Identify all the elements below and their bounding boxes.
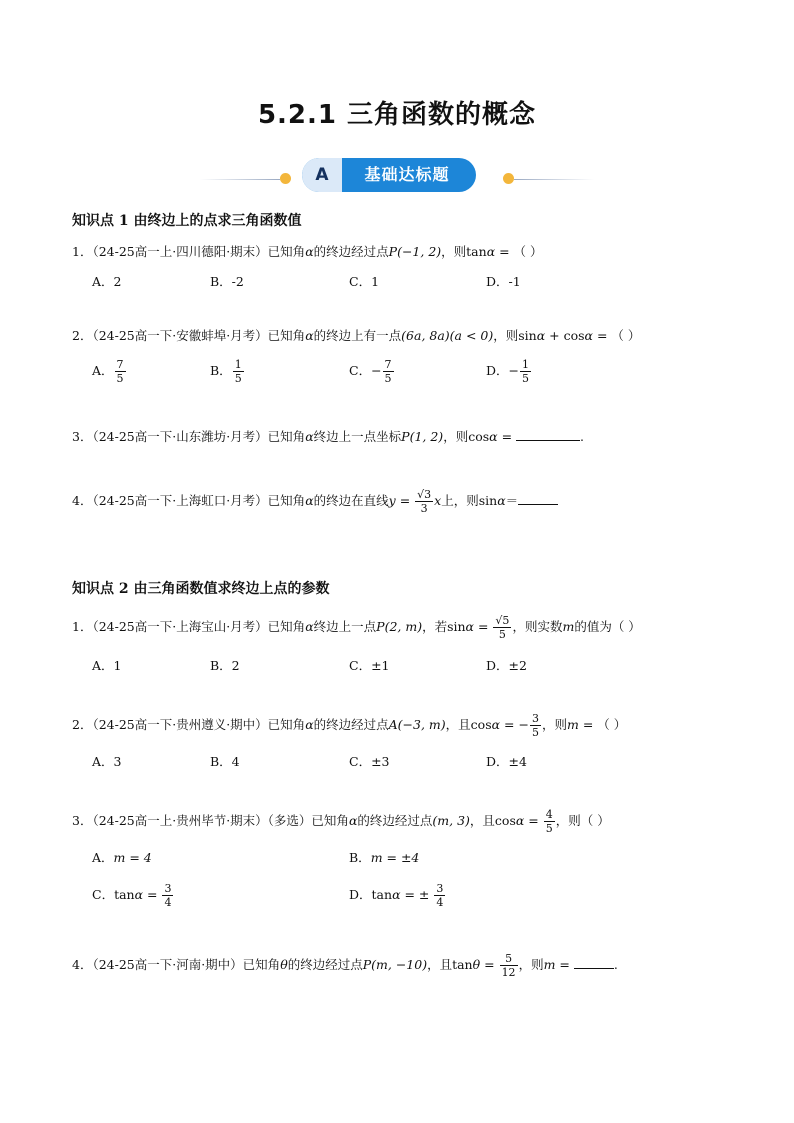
option-label: C．− — [349, 363, 382, 378]
banner-label: 基础达标题 — [364, 165, 450, 184]
numerator: 1 — [234, 358, 242, 371]
q-mid: 的终边经过点 — [313, 717, 389, 732]
fraction — [544, 808, 555, 835]
option-d: D．-1 — [486, 274, 521, 289]
option-b: B．-2 — [210, 274, 244, 289]
fraction — [500, 952, 518, 979]
numerator: 4 — [545, 808, 553, 821]
q-tail: = — [555, 957, 574, 972]
denominator: 5 — [234, 372, 242, 385]
alpha-symbol: α — [536, 328, 546, 343]
banner-letter: A — [302, 158, 342, 192]
option-a: A．2 — [92, 274, 122, 289]
q-tail: ，且tan — [427, 957, 473, 972]
denominator: 12 — [501, 966, 516, 979]
alpha-symbol: α — [348, 813, 358, 828]
alpha-symbol: α — [305, 619, 314, 634]
option-value: m = 4 — [113, 850, 152, 865]
alpha-symbol: α — [305, 328, 314, 343]
fraction — [434, 882, 445, 909]
q-mid: 终边上一点坐标 — [313, 429, 402, 444]
banner-pill — [302, 158, 476, 192]
q-point: P(1, 2) — [401, 429, 444, 444]
option-label: B． — [210, 363, 232, 378]
q-var: m — [567, 717, 579, 732]
fraction — [415, 488, 433, 515]
option-c — [349, 358, 395, 385]
q-mid: 的终边经过点 — [357, 813, 433, 828]
answer-blank[interactable] — [516, 426, 580, 441]
theta-symbol: θ — [472, 957, 481, 972]
banner-dot-left — [280, 173, 291, 184]
banner-dot-right — [503, 173, 514, 184]
answer-blank[interactable] — [518, 490, 558, 505]
q-end: . — [613, 957, 618, 972]
option-c: C．±3 — [349, 754, 390, 769]
q-point: P(−1, 2) — [388, 244, 442, 259]
option-label: D．tan — [349, 887, 393, 902]
option-a: A．1 — [92, 658, 122, 673]
answer-blank[interactable] — [574, 954, 614, 969]
q-mid: 的终边经过点 — [313, 244, 389, 259]
q-mid: 的终边经过点 — [287, 957, 363, 972]
option-value: m = ±4 — [370, 850, 420, 865]
fraction — [162, 882, 173, 909]
option-a — [92, 848, 152, 868]
q-mid: 终边上一点 — [313, 619, 377, 634]
option-b — [349, 848, 419, 868]
q-tail: ，则cos — [443, 429, 490, 444]
alpha-symbol: α — [489, 429, 498, 444]
fraction — [115, 358, 126, 385]
q-prefix: 3．（24-25高一下·山东潍坊·月考）已知角 — [72, 429, 306, 444]
page-title: 5.2.1 三角函数的概念 — [257, 100, 537, 130]
question-2-3 — [72, 808, 610, 835]
alpha-symbol: α — [392, 887, 401, 902]
alpha-symbol: α — [305, 429, 314, 444]
q-tail: 上，则sin — [441, 493, 498, 508]
numerator: √5 — [495, 614, 510, 627]
fraction — [530, 712, 541, 739]
q-tail: ，则tan — [441, 244, 487, 259]
q-prefix: 1．（24-25高一上·四川德阳·期末）已知角 — [72, 244, 306, 259]
q-prefix: 4．（24-25高一下·河南·期中）已知角 — [72, 957, 281, 972]
q-eq: = — [474, 619, 493, 634]
fraction — [233, 358, 244, 385]
q-prefix: 2．（24-25高一下·贵州遵义·期中）已知角 — [72, 717, 306, 732]
q-tail: ，则实数 — [512, 619, 563, 634]
denominator: 5 — [384, 372, 392, 385]
question-2-1 — [72, 614, 641, 641]
option-label: A． — [92, 363, 114, 378]
q-point: A(−3, m) — [388, 717, 446, 732]
q-tail: ＝ — [505, 493, 519, 508]
q-point: P(m, −10) — [362, 957, 428, 972]
denominator: 5 — [545, 822, 553, 835]
q-eq: = — [524, 813, 543, 828]
alpha-symbol: α — [515, 813, 525, 828]
option-d: D．±2 — [486, 658, 527, 673]
q-tail: ，若sin — [422, 619, 466, 634]
option-label: C．tan — [92, 887, 135, 902]
option-d — [486, 358, 532, 385]
option-c — [92, 880, 174, 910]
option-a: A．3 — [92, 754, 122, 769]
numerator: 7 — [384, 358, 392, 371]
q-end: . — [580, 429, 584, 444]
q-point: (m, 3) — [432, 813, 470, 828]
option-c: C．±1 — [349, 658, 390, 673]
numerator: 3 — [164, 882, 172, 895]
q-eq: = — [143, 887, 162, 902]
option-d — [349, 880, 446, 910]
q-tail: = — [497, 429, 517, 444]
q-eq: = − — [500, 717, 529, 732]
alpha-symbol: α — [486, 244, 496, 259]
q-tail: = （ ） — [593, 328, 641, 343]
denominator: 5 — [116, 372, 124, 385]
option-label: D．− — [486, 363, 519, 378]
q-eq: = ± — [400, 887, 434, 902]
banner-line-left — [200, 179, 280, 180]
q-mid: 的终边上有一点 — [313, 328, 402, 343]
q-tail: ，则 — [518, 957, 544, 972]
q-var: y = — [388, 493, 415, 508]
question-2-2 — [72, 712, 626, 739]
denominator: 5 — [531, 726, 539, 739]
numerator: 5 — [500, 952, 518, 966]
question-1-1 — [72, 242, 543, 262]
question-1-3 — [72, 426, 584, 447]
option-c: C．1 — [349, 274, 380, 289]
section-banner — [200, 158, 594, 194]
q-tail: ，且cos — [469, 813, 516, 828]
q-var: x — [434, 493, 442, 508]
fraction — [520, 358, 531, 385]
denominator: 5 — [522, 372, 529, 385]
q-mid: 的终边在直线 — [313, 493, 389, 508]
q-tail: ，则（ ） — [555, 813, 610, 828]
question-1-4 — [72, 486, 558, 516]
q-tail: = （ ） — [495, 244, 543, 259]
section-heading-1: 知识点 1 由终边上的点求三角函数值 — [72, 213, 302, 229]
option-a — [92, 358, 127, 385]
q-var: m — [562, 619, 575, 634]
denominator: 4 — [436, 896, 444, 909]
numerator: 3 — [531, 712, 539, 725]
q-tail: + cos — [545, 328, 585, 343]
numerator: 1 — [522, 358, 529, 371]
fraction — [383, 358, 394, 385]
option-b: B．2 — [210, 658, 240, 673]
option-label: B． — [349, 850, 371, 865]
q-tail: 的值为（ ） — [574, 619, 641, 634]
numerator: √3 — [417, 488, 432, 501]
section-heading-2: 知识点 2 由三角函数值求终边上点的参数 — [72, 581, 330, 597]
q-point: (6a, 8a)(a < 0) — [401, 328, 494, 343]
alpha-symbol: α — [491, 717, 501, 732]
fraction — [493, 614, 511, 641]
q-prefix: 3．（24-25高一上·贵州毕节·期末）（多选）已知角 — [72, 813, 349, 828]
question-2-4 — [72, 952, 618, 979]
option-b: B．4 — [210, 754, 240, 769]
q-eq: = — [480, 957, 499, 972]
q-prefix: 1．（24-25高一下·上海宝山·月考）已知角 — [72, 619, 306, 634]
option-label: A． — [92, 850, 114, 865]
alpha-symbol: α — [465, 619, 474, 634]
alpha-symbol: α — [305, 244, 314, 259]
question-1-2 — [72, 326, 640, 346]
denominator: 5 — [498, 628, 506, 641]
q-prefix: 2．（24-25高一下·安徽蚌埠·月考）已知角 — [72, 328, 306, 343]
option-d: D．±4 — [486, 754, 527, 769]
banner-line-right — [514, 179, 594, 180]
q-tail: ，且cos — [445, 717, 492, 732]
denominator: 3 — [420, 502, 428, 515]
q-prefix: 4．（24-25高一下·上海虹口·月考）已知角 — [72, 493, 306, 508]
option-b — [210, 358, 245, 385]
alpha-symbol: α — [305, 493, 314, 508]
q-var: m — [543, 957, 556, 972]
theta-symbol: θ — [280, 957, 288, 972]
q-point: P(2, m) — [376, 619, 423, 634]
q-tail: ，则sin — [493, 328, 537, 343]
alpha-symbol: α — [584, 328, 593, 343]
q-tail: = （ ） — [578, 717, 627, 732]
numerator: 7 — [116, 358, 124, 371]
alpha-symbol: α — [305, 717, 314, 732]
denominator: 4 — [164, 896, 172, 909]
numerator: 3 — [436, 882, 444, 895]
q-tail: ，则 — [541, 717, 567, 732]
alpha-symbol: α — [497, 493, 506, 508]
alpha-symbol: α — [134, 887, 144, 902]
